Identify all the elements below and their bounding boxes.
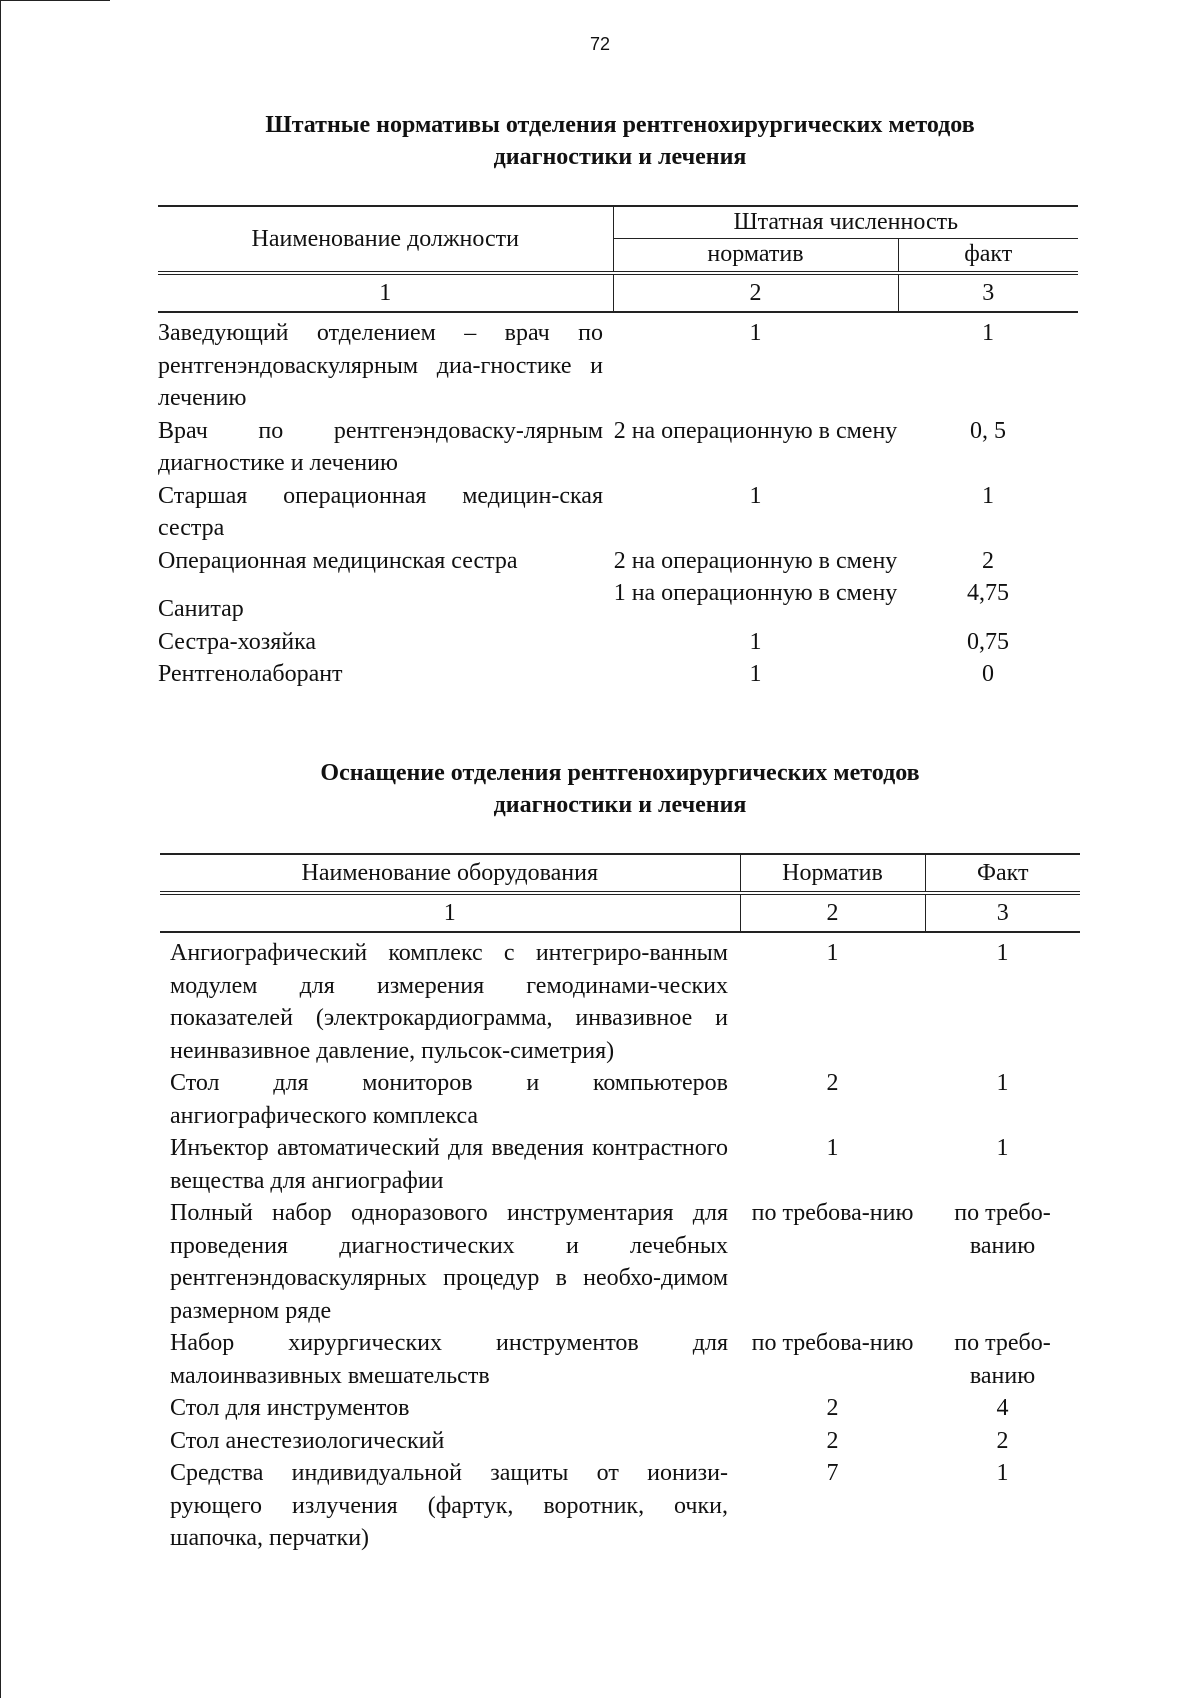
staff-position-name: Санитар bbox=[158, 596, 244, 622]
equipment-fact-value: 2 bbox=[996, 1427, 1009, 1454]
staff-position-name: Операционная медицинская сестра bbox=[158, 547, 518, 574]
staff-norm-value: 1 bbox=[749, 482, 762, 509]
staff-table bbox=[158, 205, 1078, 691]
equipment-fact-value: 4 bbox=[996, 1395, 1009, 1421]
staff-fact-value: 1 bbox=[982, 482, 994, 509]
equipment-fact-value: 1 bbox=[996, 1070, 1009, 1096]
scan-frame-top bbox=[0, 0, 110, 1]
staff-header-fact: факт bbox=[898, 238, 1078, 273]
table-row bbox=[158, 312, 1078, 415]
table-row bbox=[160, 1457, 1080, 1555]
staff-position-name: Сестра-хозяйка bbox=[158, 628, 317, 655]
staff-norm-value: 1 bbox=[749, 628, 762, 655]
staff-title-line-1: Штатные нормативы отделения рентгенохирургических методов bbox=[265, 112, 975, 138]
staff-section-title bbox=[140, 109, 1100, 173]
staff-position-name: Заведующий отделением – врач по рентгенэндоваскулярным диа-гностике и лечению bbox=[158, 320, 603, 411]
staff-position-name: Врач по рентгенэндоваску-лярным диагностике и лечению bbox=[158, 417, 603, 476]
equipment-norm-value: 1 bbox=[826, 940, 839, 966]
staff-norm-value: 1 bbox=[749, 661, 762, 687]
equipment-norm-value: по требова-нию bbox=[751, 1330, 914, 1356]
equipment-column-number: 1 bbox=[160, 893, 740, 932]
page-number: 72 bbox=[589, 34, 611, 54]
equipment-fact-value: 1 bbox=[996, 940, 1009, 966]
equipment-header-name: Наименование оборудования bbox=[160, 854, 740, 893]
equipment-norm-value: 7 bbox=[826, 1460, 839, 1486]
equipment-fact-value: по требо-ванию bbox=[954, 1330, 1051, 1389]
table-row bbox=[158, 577, 1078, 626]
equipment-header-fact: Факт bbox=[925, 854, 1080, 893]
equipment-section-title bbox=[140, 757, 1100, 821]
staff-position-name: Рентгенолаборант bbox=[158, 661, 343, 687]
staff-header-norm: норматив bbox=[613, 238, 898, 273]
equipment-name: Стол для инструментов bbox=[170, 1395, 410, 1421]
table-row bbox=[160, 1392, 1080, 1425]
table-row bbox=[158, 480, 1078, 545]
equipment-fact-value: 1 bbox=[996, 1460, 1009, 1486]
staff-fact-value: 4,75 bbox=[967, 580, 1009, 606]
staff-fact-value: 0, 5 bbox=[970, 417, 1006, 444]
equipment-title-line-1: Оснащение отделения рентгенохирургических методов bbox=[320, 760, 920, 786]
staff-fact-value: 1 bbox=[982, 320, 994, 346]
table-row bbox=[160, 932, 1080, 1067]
equipment-name: Стол анестезиологический bbox=[170, 1427, 445, 1454]
staff-fact-value: 0 bbox=[982, 661, 994, 687]
staff-fact-value: 0,75 bbox=[967, 628, 1009, 655]
equipment-header-norm: Норматив bbox=[740, 854, 925, 893]
equipment-name: Ангиографический комплекс с интегриро-ванным модулем для измерения гемодинами-ческих показателей (электрокардиограмма, инвазивное и неинвазивное давление, пульсок-симетрия) bbox=[170, 940, 728, 1064]
staff-position-name: Старшая операционная медицин-ская сестра bbox=[158, 482, 603, 541]
table-row bbox=[160, 1067, 1080, 1132]
staff-norm-value: 2 на операционную в смену bbox=[613, 417, 898, 444]
equipment-title-line-2: диагностики и лечения bbox=[493, 792, 747, 818]
equipment-fact-value: 1 bbox=[996, 1135, 1009, 1161]
equipment-norm-value: 2 bbox=[826, 1070, 839, 1096]
staff-header-position: Наименование должности bbox=[158, 206, 613, 273]
table-row bbox=[160, 1327, 1080, 1392]
staff-title-line-2: диагностики и лечения bbox=[493, 144, 747, 170]
scan-frame-left bbox=[0, 0, 1, 1698]
equipment-norm-value: 2 bbox=[826, 1427, 839, 1454]
equipment-norm-value: по требова-нию bbox=[751, 1200, 914, 1226]
equipment-column-number: 2 bbox=[740, 893, 925, 932]
table-row bbox=[158, 415, 1078, 480]
equipment-table bbox=[160, 853, 1080, 1555]
staff-norm-value: 1 bbox=[749, 320, 762, 346]
staff-column-number: 1 bbox=[158, 273, 613, 312]
equipment-column-number: 3 bbox=[925, 893, 1080, 932]
equipment-norm-value: 1 bbox=[826, 1135, 839, 1161]
table-row bbox=[160, 1425, 1080, 1458]
equipment-norm-value: 2 bbox=[826, 1395, 839, 1421]
equipment-name: Стол для мониторов и компьютеров ангиографического комплекса bbox=[170, 1070, 728, 1129]
staff-norm-value: 1 на операционную в смену bbox=[613, 580, 898, 606]
staff-column-number: 3 bbox=[898, 273, 1078, 312]
equipment-fact-value: по требо-ванию bbox=[954, 1200, 1051, 1259]
table-row bbox=[160, 1132, 1080, 1197]
staff-header-group: Штатная численность bbox=[613, 206, 1078, 238]
table-row bbox=[158, 658, 1078, 691]
equipment-name: Полный набор одноразового инструментария для проведения диагностических и лечебных рентгенэндоваскулярных процедур в необхо-димом размерном ряде bbox=[170, 1200, 728, 1324]
table-row bbox=[158, 545, 1078, 578]
table-row bbox=[160, 1197, 1080, 1327]
staff-norm-value: 2 на операционную в смену bbox=[613, 547, 898, 574]
equipment-name: Инъектор автоматический для введения контрастного вещества для ангиографии bbox=[170, 1135, 728, 1194]
equipment-name: Средства индивидуальной защиты от ионизи-рующего излучения (фартук, воротник, очки, шапочка, перчатки) bbox=[170, 1460, 728, 1551]
table-row bbox=[158, 626, 1078, 659]
staff-column-number: 2 bbox=[613, 273, 898, 312]
equipment-name: Набор хирургических инструментов для малоинвазивных вмешательств bbox=[170, 1330, 728, 1389]
staff-fact-value: 2 bbox=[982, 547, 994, 574]
